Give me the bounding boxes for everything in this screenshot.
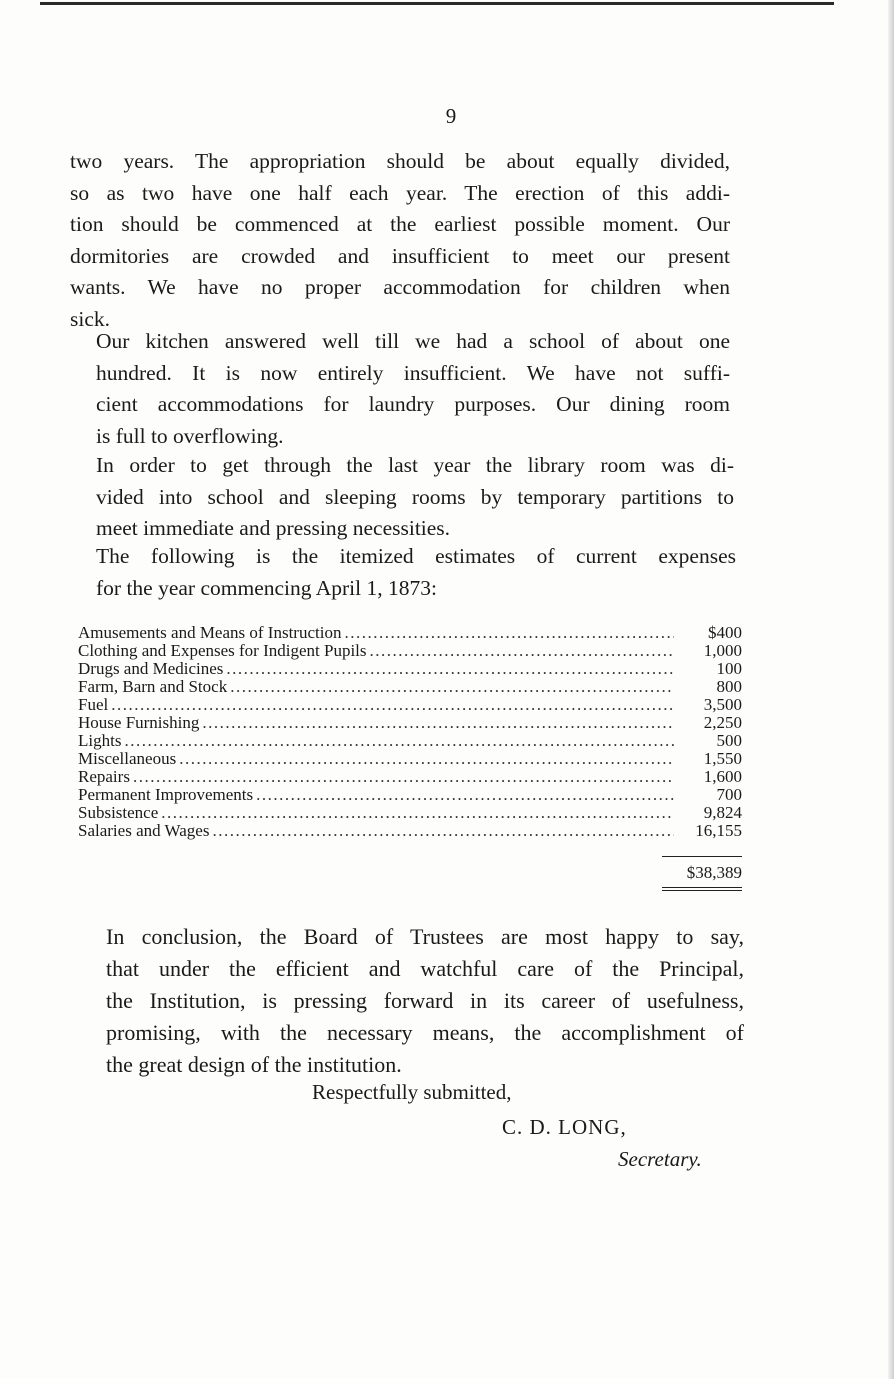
expense-amount: 1,600: [703, 767, 742, 786]
expense-amount: 100: [716, 659, 742, 678]
paragraph-appropriation: [70, 146, 730, 335]
text-line: sick.: [70, 306, 111, 331]
text-line: for the year commencing April 1, 1873:: [96, 575, 437, 600]
expense-label: Permanent Improvements: [78, 785, 254, 804]
closing-salutation: Respectfully submitted,: [312, 1080, 512, 1104]
text-line: cient accommodations for laundry purposes. Our dining room: [96, 392, 730, 416]
expense-row: [78, 822, 742, 840]
dot-leader: [161, 804, 674, 822]
expense-row: [78, 804, 742, 822]
signature-title: Secretary.: [618, 1147, 702, 1171]
page-number: 9: [445, 104, 457, 128]
expense-label: Salaries and Wages: [78, 821, 210, 840]
dot-leader: [344, 624, 674, 642]
text-line: the Institution, is pressing forward in its career of usefulness,: [106, 988, 744, 1013]
dot-leader: [202, 714, 674, 732]
expense-label: Clothing and Expenses for Indigent Pupils: [78, 641, 367, 660]
top-edge-rule: [40, 2, 834, 5]
text-line: meet immediate and pressing necessities.: [96, 516, 451, 540]
expense-label: Miscellaneous: [78, 749, 177, 768]
expense-label: House Furnishing: [78, 713, 200, 732]
expense-row: [78, 624, 742, 642]
expense-total: $38,389: [686, 863, 742, 882]
paragraph-conclusion: [84, 921, 744, 1081]
expense-amount: 9,824: [703, 803, 742, 822]
text-line: so as two have one half each year. The erection of this addi-: [70, 180, 730, 205]
dot-leader: [124, 732, 674, 750]
dot-leader: [370, 642, 674, 660]
expense-total-block: [662, 856, 742, 891]
text-line: In order to get through the last year the library room was di-: [96, 453, 734, 477]
paragraph-kitchen: [74, 326, 730, 452]
text-line: tion should be commenced at the earliest possible moment. Our: [70, 212, 730, 236]
sum-rule: [662, 856, 742, 857]
expense-row: [78, 732, 742, 750]
page-edge-shadow: [888, 0, 894, 1379]
dot-leader: [230, 678, 674, 696]
dot-leader: [133, 768, 674, 786]
expense-row: [78, 714, 742, 732]
signature-name: C. D. LONG,: [502, 1115, 627, 1139]
text-line: vided into school and sleeping rooms by temporary partitions to: [96, 484, 734, 509]
paragraph-library-room: [74, 450, 734, 545]
dot-leader: [226, 660, 674, 678]
expense-amount: 700: [716, 785, 742, 804]
text-line: dormitories are crowded and insufficient to meet our present: [70, 243, 730, 268]
dot-leader: [111, 696, 674, 714]
text-line: The following is the itemized estimates of current expenses: [96, 544, 736, 568]
expense-amount: $400: [708, 623, 742, 642]
expense-amount: 16,155: [695, 821, 742, 840]
expense-row: [78, 696, 742, 714]
text-line: promising, with the necessary means, the accomplishment of: [106, 1020, 744, 1045]
expense-row: [78, 660, 742, 678]
expense-label: Lights: [78, 731, 122, 750]
expense-amount: 3,500: [703, 695, 742, 714]
dot-leader: [256, 786, 674, 804]
expense-row: [78, 786, 742, 804]
expense-label: Farm, Barn and Stock: [78, 677, 228, 696]
expense-label: Repairs: [78, 767, 130, 786]
dot-leader: [179, 750, 674, 768]
text-line: Our kitchen answered well till we had a school of about one: [96, 329, 730, 353]
dot-leader: [212, 822, 674, 840]
paragraph-estimates-intro: [74, 541, 736, 604]
text-line: the great design of the institution.: [106, 1052, 402, 1077]
text-line: two years. The appropriation should be about equally divided,: [70, 149, 730, 173]
text-line: wants. We have no proper accommodation for children when: [70, 275, 730, 299]
text-line: that under the efficient and watchful care of the Principal,: [106, 956, 744, 981]
expense-label: Drugs and Medicines: [78, 659, 224, 678]
expense-amount: 1,550: [703, 749, 742, 768]
double-underline: [662, 887, 742, 891]
text-line: hundred. It is now entirely insufficient. We have not suffi-: [96, 360, 730, 385]
expense-table: [78, 624, 742, 840]
text-line: In conclusion, the Board of Trustees are most happy to say,: [106, 924, 744, 949]
expense-row: [78, 642, 742, 660]
expense-amount: 1,000: [703, 641, 742, 660]
expense-label: Subsistence: [78, 803, 159, 822]
expense-label: Fuel: [78, 695, 109, 714]
expense-label: Amusements and Means of Instruction: [78, 623, 342, 642]
expense-amount: 500: [716, 731, 742, 750]
expense-row: [78, 678, 742, 696]
expense-amount: 2,250: [703, 713, 742, 732]
expense-row: [78, 750, 742, 768]
expense-row: [78, 768, 742, 786]
expense-amount: 800: [716, 677, 742, 696]
text-line: is full to overflowing.: [96, 423, 284, 448]
